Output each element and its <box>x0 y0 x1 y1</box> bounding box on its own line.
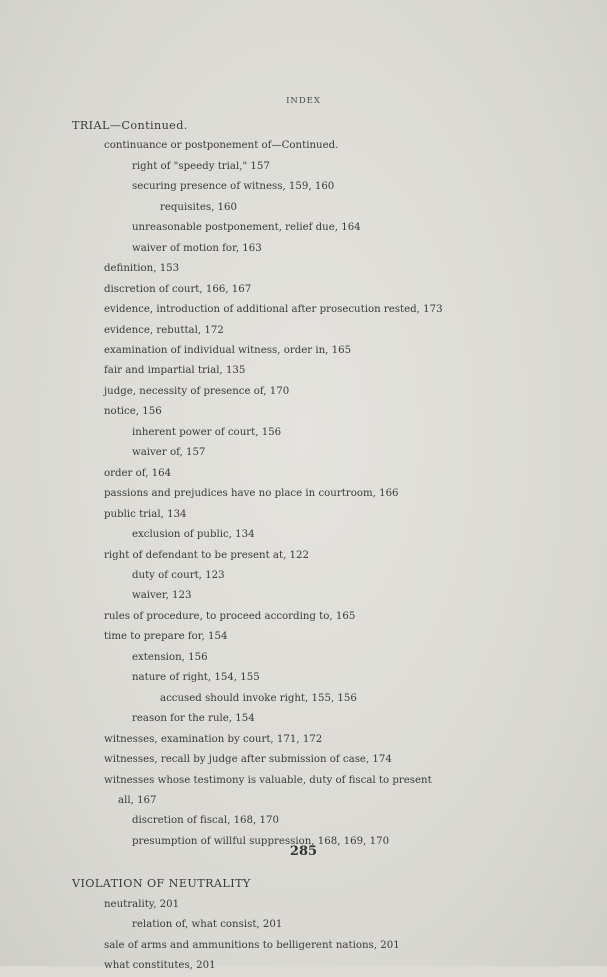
index-entry: discretion of fiscal, 168, 170 <box>132 815 279 827</box>
index-entry: definition, 153 <box>104 263 180 275</box>
index-heading: VIOLATION OF NEUTRALITY <box>72 877 251 891</box>
index-entry: accused should invoke right, 155, 156 <box>160 692 357 704</box>
index-entry: order of, 164 <box>104 467 172 479</box>
index-entry: continuance or postponement of—Continued. <box>104 140 339 152</box>
index-entry: evidence, rebuttal, 172 <box>104 324 224 336</box>
index-entry: relation of, what consist, 201 <box>132 919 283 931</box>
index-entry: neutrality, 201 <box>104 898 180 910</box>
index-entry: waiver of motion for, 163 <box>132 242 262 254</box>
index-entry: examination of individual witness, order in, 165 <box>104 344 352 356</box>
index-entry: all, 167 <box>118 794 157 806</box>
index-entry: presumption of willful suppression, 168, 169, 170 <box>132 835 390 847</box>
index-entry: fair and impartial trial, 135 <box>104 365 246 377</box>
index-entry: reason for the rule, 154 <box>132 713 255 725</box>
page-number: 285 <box>289 844 318 859</box>
index-entry: witnesses whose testimony is valuable, duty of fiscal to present <box>104 774 432 786</box>
index-entry: sale of arms and ammunitions to belligerent nations, 201 <box>104 939 400 951</box>
index-entry: rules of procedure, to proceed according to, 165 <box>104 610 356 622</box>
index-entry: exclusion of public, 134 <box>132 529 255 541</box>
index-entry: what constitutes, 201 <box>104 960 216 972</box>
index-entry: passions and prejudices have no place in courtroom, 166 <box>104 488 399 500</box>
index-entry: securing presence of witness, 159, 160 <box>132 181 335 193</box>
index-entry: waiver, 123 <box>132 590 192 602</box>
index-entry: unreasonable postponement, relief due, 164 <box>132 222 361 234</box>
index-entry: judge, necessity of presence of, 170 <box>104 385 290 397</box>
index-entry: requisites, 160 <box>160 201 237 213</box>
index-entry: duty of court, 123 <box>132 569 225 581</box>
index-entry: extension, 156 <box>132 651 208 663</box>
index-entry: inherent power of court, 156 <box>132 426 282 438</box>
index-entry: public trial, 134 <box>104 508 187 520</box>
index-entry: right of defendant to be present at, 122 <box>104 549 309 561</box>
index-entry: time to prepare for, 154 <box>104 631 228 643</box>
index-entry: evidence, introduction of additional after prosecution rested, 173 <box>104 304 443 316</box>
running-header: INDEX <box>286 96 321 106</box>
index-entry: witnesses, recall by judge after submission of case, 174 <box>104 754 392 766</box>
index-entry: waiver of, 157 <box>132 447 206 459</box>
index-entry: nature of right, 154, 155 <box>132 672 260 684</box>
index-entry: right of "speedy trial," 157 <box>132 160 270 172</box>
index-entry: discretion of court, 166, 167 <box>104 283 252 295</box>
index-entry: witnesses, examination by court, 171, 172 <box>104 733 323 745</box>
index-heading: TRIAL—Continued. <box>72 119 188 132</box>
index-entry: notice, 156 <box>104 406 162 418</box>
